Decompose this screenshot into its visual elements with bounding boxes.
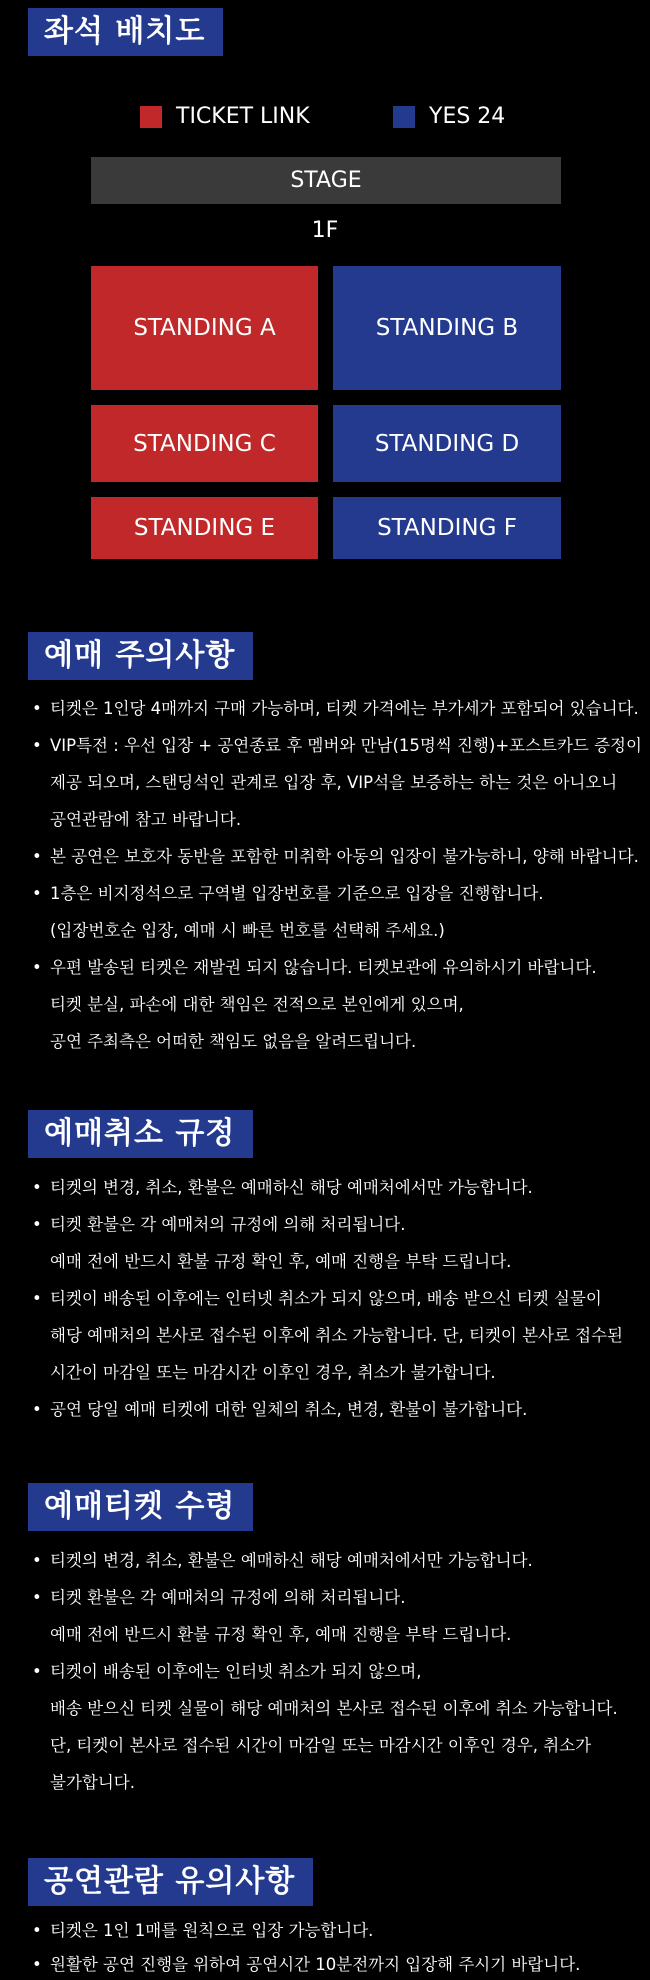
list-item-text: 해당 예매처의 본사로 접수된 이후에 취소 가능합니다. 단, 티켓이 본사로 접수된 [50, 1326, 623, 1345]
list-item-text: 티켓이 배송된 이후에는 인터넷 취소가 되지 않으며, 배송 받으신 티켓 실물이 [50, 1289, 602, 1308]
list-item-text: 원활한 공연 진행을 위하여 공연시간 10분전까지 입장해 주시기 바랍니다. [50, 1955, 581, 1974]
legend-item-yes24 [393, 104, 505, 129]
list-item-text: 티켓 환불은 각 예매처의 규정에 의해 처리됩니다. [50, 1588, 406, 1607]
list-item-text: 티켓이 배송된 이후에는 인터넷 취소가 되지 않으며, [50, 1662, 422, 1681]
list-item [50, 1733, 591, 1759]
list-item-text: 티켓의 변경, 취소, 환불은 예매하신 해당 예매처에서만 가능합니다. [50, 1178, 533, 1197]
list-item-text: (입장번호순 입장, 예매 시 빠른 번호를 선택해 주세요.) [50, 921, 445, 940]
bullet-icon: • [32, 958, 42, 977]
list-item-text: 티켓은 1인당 4매까지 구매 가능하며, 티켓 가격에는 부가세가 포함되어 있습니다. [50, 699, 639, 718]
list-item-text: 예매 전에 반드시 환불 규정 확인 후, 예매 진행을 부탁 드립니다. [50, 1252, 512, 1271]
list-item [32, 696, 639, 722]
section-title-cancel-policy: 예매취소 규정 [28, 1110, 253, 1158]
list-item-text: 단, 티켓이 본사로 접수된 시간이 마감일 또는 마감시간 이후인 경우, 취소가 [50, 1736, 592, 1755]
list-item [32, 1918, 373, 1944]
list-item [32, 1952, 580, 1978]
list-item-text: 티켓 분실, 파손에 대한 책임은 전적으로 본인에게 있으며, [50, 995, 464, 1014]
list-item-text: 예매 전에 반드시 환불 규정 확인 후, 예매 진행을 부탁 드립니다. [50, 1625, 512, 1644]
bullet-icon: • [32, 1588, 42, 1607]
standing-block-b[interactable]: STANDING B [333, 266, 561, 390]
legend-item-ticketlink [140, 104, 310, 129]
list-item-text: 공연관람에 참고 바랍니다. [50, 810, 242, 829]
list-item-text: 공연 주최측은 어떠한 책임도 없음을 알려드립니다. [50, 1032, 417, 1051]
list-item-text: 티켓은 1인 1매를 원칙으로 입장 가능합니다. [50, 1921, 374, 1940]
list-item-text: 티켓 환불은 각 예매처의 규정에 의해 처리됩니다. [50, 1215, 406, 1234]
stage: STAGE [91, 157, 561, 204]
list-item-text: 티켓의 변경, 취소, 환불은 예매하신 해당 예매처에서만 가능합니다. [50, 1551, 533, 1570]
list-item [50, 918, 445, 944]
list-item-text: 시간이 마감일 또는 마감시간 이후인 경우, 취소가 불가합니다. [50, 1363, 496, 1382]
bullet-icon: • [32, 736, 42, 755]
list-item [50, 1360, 496, 1386]
list-item [32, 733, 642, 759]
section-title-booking-notice: 예매 주의사항 [28, 632, 253, 680]
standing-block-c[interactable]: STANDING C [91, 405, 318, 482]
list-item [50, 1770, 135, 1796]
bullet-icon: • [32, 1178, 42, 1197]
list-item [50, 1323, 623, 1349]
list-item [32, 1175, 533, 1201]
bullet-icon: • [32, 1289, 42, 1308]
list-item [50, 1696, 618, 1722]
list-item [50, 770, 617, 796]
list-item [32, 1548, 533, 1574]
legend-label: TICKET LINK [176, 104, 310, 129]
bullet-icon: • [32, 1955, 42, 1974]
bullet-icon: • [32, 1400, 42, 1419]
list-item [32, 1212, 406, 1238]
bullet-icon: • [32, 884, 42, 903]
list-item-text: 불가합니다. [50, 1773, 135, 1792]
standing-block-e[interactable]: STANDING E [91, 497, 318, 559]
list-item [50, 1622, 511, 1648]
list-item-text: 제공 되오며, 스탠딩석인 관계로 입장 후, VIP석을 보증하는 하는 것은 아니오니 [50, 773, 618, 792]
red-swatch-icon [140, 106, 162, 128]
list-item [32, 844, 639, 870]
bullet-icon: • [32, 1215, 42, 1234]
standing-block-d[interactable]: STANDING D [333, 405, 561, 482]
list-item [50, 807, 241, 833]
list-item [32, 1397, 527, 1423]
list-item [50, 992, 464, 1018]
list-item [32, 1286, 602, 1312]
legend-label: YES 24 [429, 104, 506, 129]
list-item-text: 공연 당일 예매 티켓에 대한 일체의 취소, 변경, 환불이 불가합니다. [50, 1400, 528, 1419]
standing-block-f[interactable]: STANDING F [333, 497, 561, 559]
section-title-ticket-receipt: 예매티켓 수령 [28, 1483, 253, 1531]
section-title-viewing-notice: 공연관람 유의사항 [28, 1858, 313, 1906]
list-item-text: VIP특전 : 우선 입장 + 공연종료 후 멤버와 만남(15명씩 진행)+포스트카드 증정이 [50, 736, 642, 755]
list-item [50, 1029, 416, 1055]
blue-swatch-icon [393, 106, 415, 128]
bullet-icon: • [32, 1551, 42, 1570]
bullet-icon: • [32, 847, 42, 866]
list-item [32, 955, 597, 981]
bullet-icon: • [32, 1662, 42, 1681]
standing-block-a[interactable]: STANDING A [91, 266, 318, 390]
list-item-text: 배송 받으신 티켓 실물이 해당 예매처의 본사로 접수된 이후에 취소 가능합니다. [50, 1699, 618, 1718]
list-item [32, 881, 544, 907]
list-item [32, 1659, 421, 1685]
list-item-text: 본 공연은 보호자 동반을 포함한 미취학 아동의 입장이 불가능하니, 양해 바랍니다. [50, 847, 639, 866]
list-item-text: 1층은 비지정석으로 구역별 입장번호를 기준으로 입장을 진행합니다. [50, 884, 544, 903]
list-item [32, 1585, 406, 1611]
list-item-text: 우편 발송된 티켓은 재발권 되지 않습니다. 티켓보관에 유의하시기 바랍니다. [50, 958, 597, 977]
bullet-icon: • [32, 699, 42, 718]
seat-map-title: 좌석 배치도 [28, 8, 223, 56]
bullet-icon: • [32, 1921, 42, 1940]
list-item [50, 1249, 511, 1275]
floor-label: 1F [311, 218, 339, 243]
